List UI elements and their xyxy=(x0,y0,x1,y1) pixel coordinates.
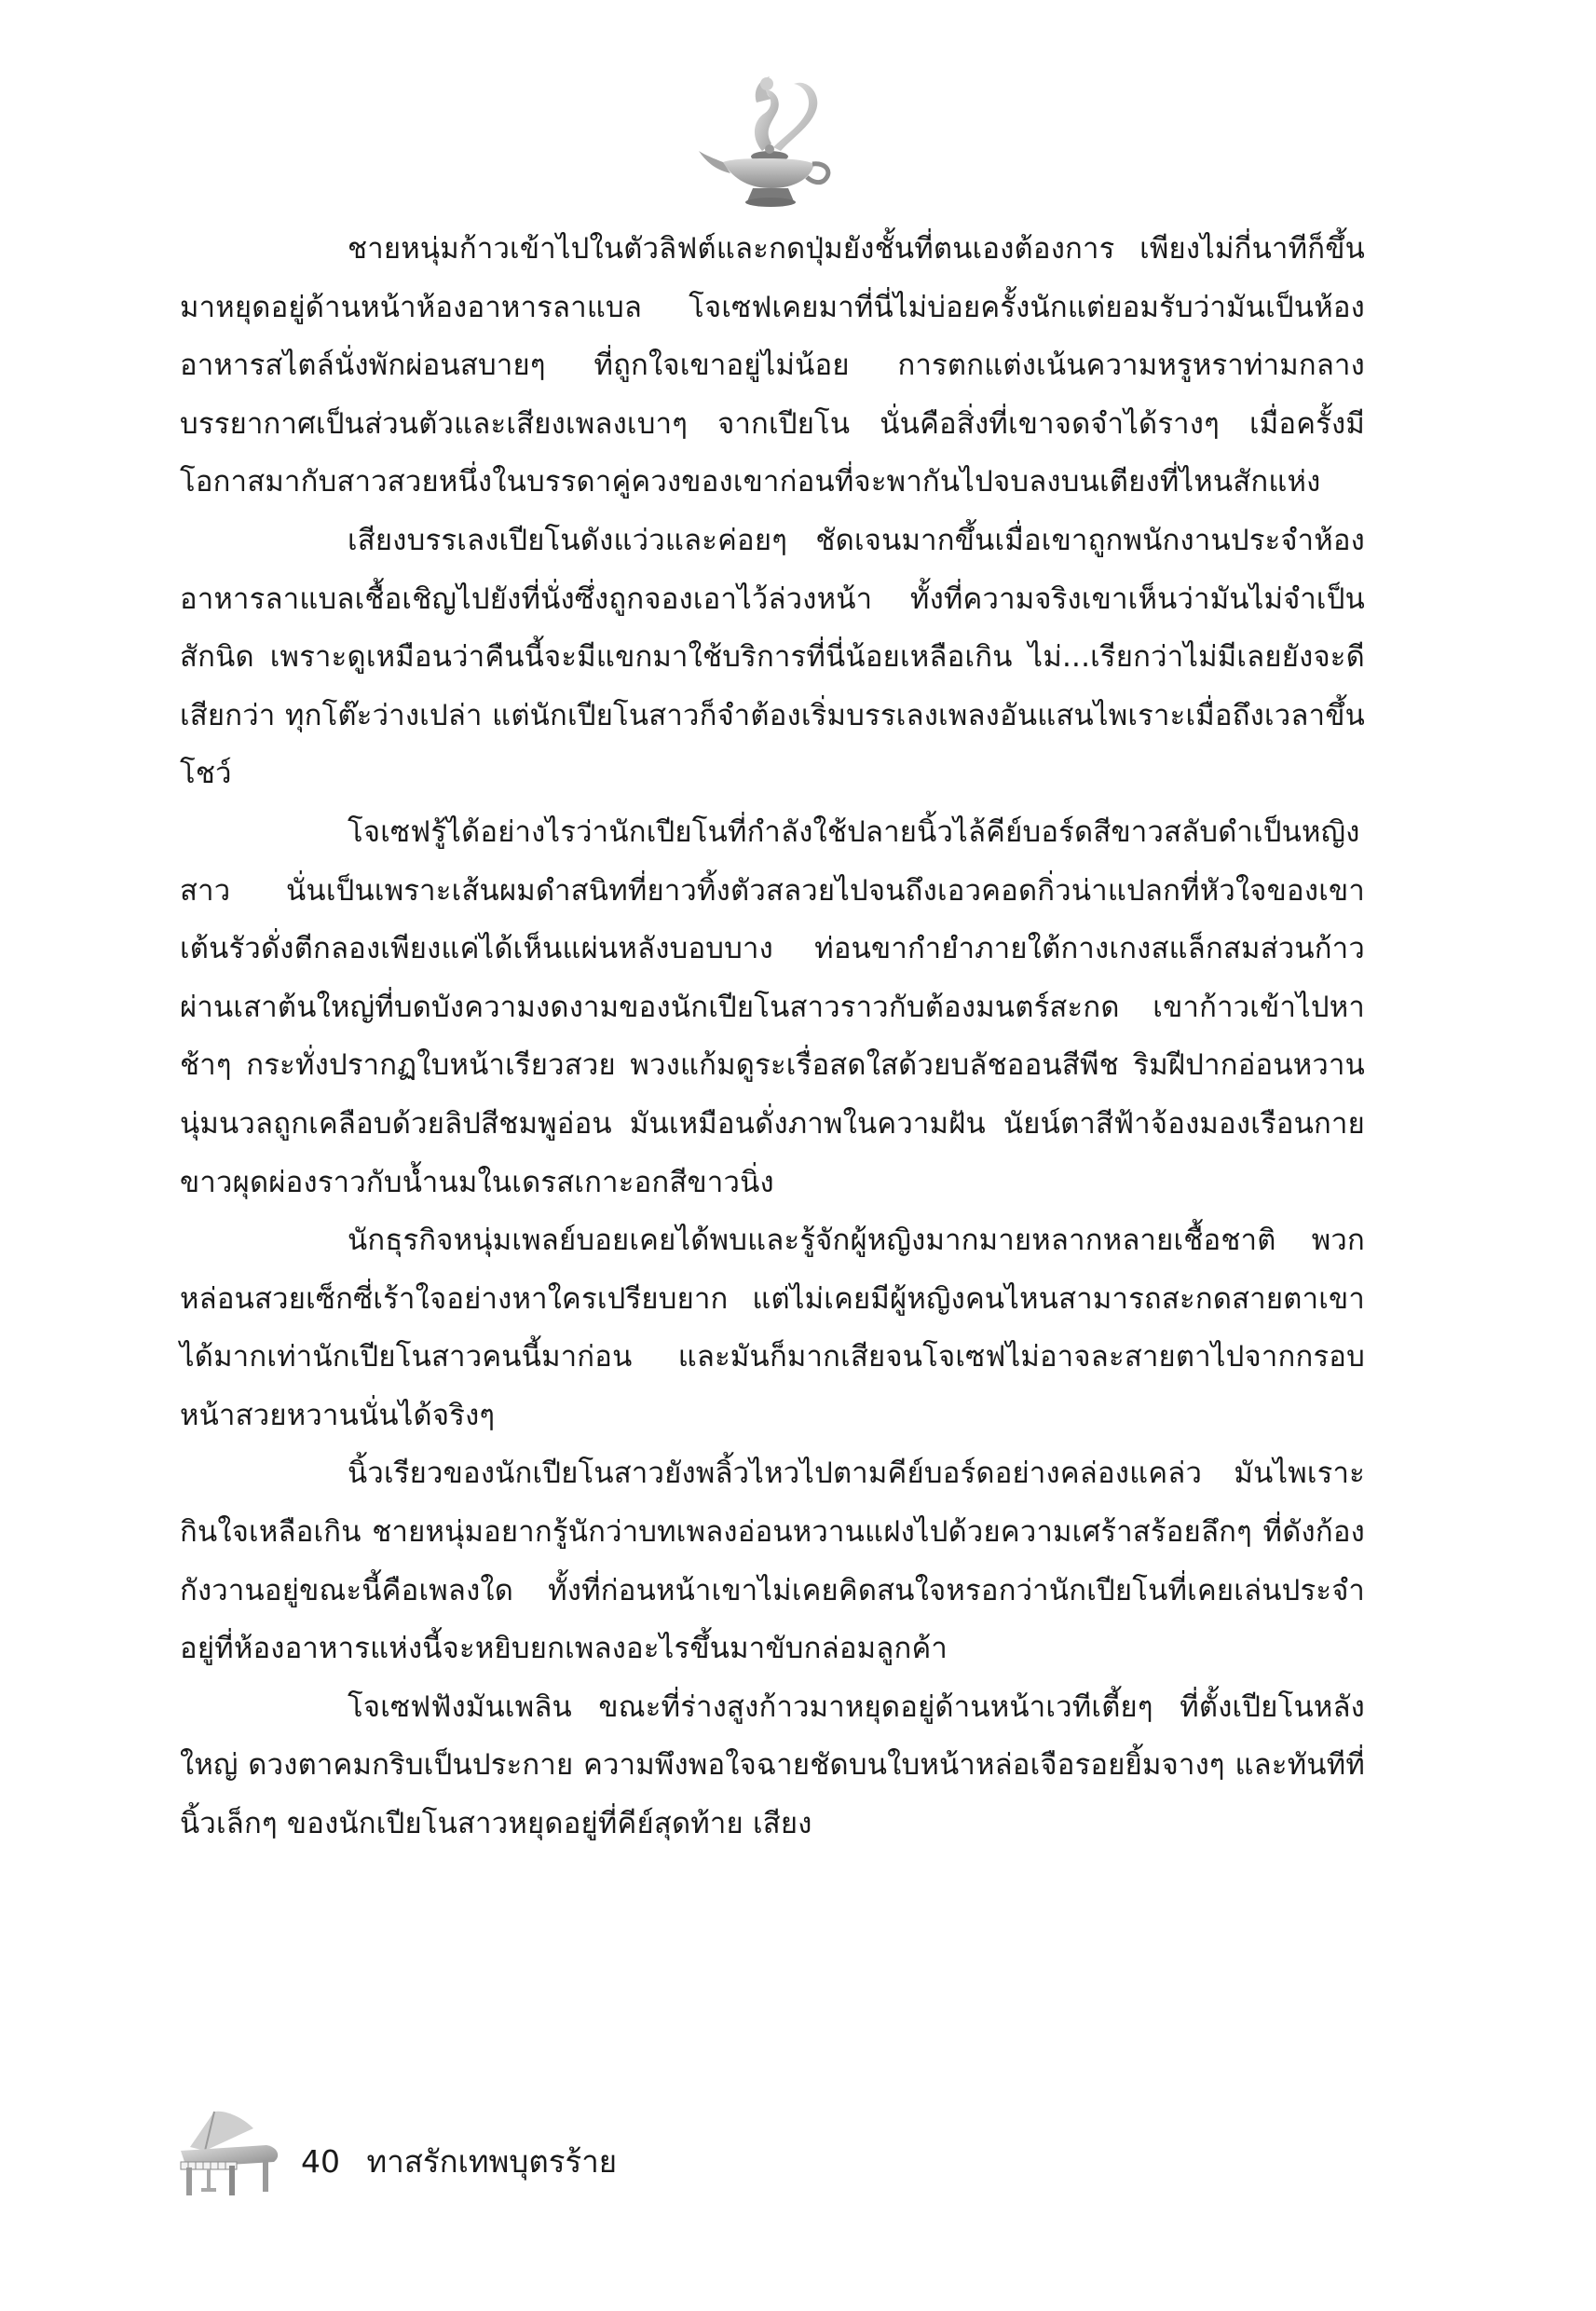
page-footer xyxy=(177,2108,829,2210)
grand-piano-icon xyxy=(177,2108,281,2201)
paragraph: นักธุรกิจหนุ่มเพลย์บอยเคยได้พบและรู้จักผู้หญิงมากมายหลากหลายเชื้อชาติ พวกหล่อนสวยเซ็กซี่เร้าใจอย่างหาใครเปรียบยาก แต่ไม่เคยมีผู้หญิงคนไหนสามารถสะกดสายตาเขาได้มากเท่านักเปียโนสาวคนนี้มาก่อน และมันก็มากเสียจนโจเซฟไม่อาจละสายตาไปจากกรอบหน้าสวยหวานนั่นได้จริงๆ xyxy=(180,1224,1365,1432)
paragraph: ชายหนุ่มก้าวเข้าไปในตัวลิฟต์และกดปุ่มยังชั้นที่ตนเองต้องการ เพียงไม่กี่นาทีก็ขึ้นมาหยุดอยู่ด้านหน้าห้องอาหารลาแบล โจเซฟเคยมาที่นี่ไม่บ่อยครั้งนักแต่ยอมรับว่ามันเป็นห้องอาหารสไตล์นั่งพักผ่อนสบายๆ ที่ถูกใจเขาอยู่ไม่น้อย การตกแต่งเน้นความหรูหราท่ามกลางบรรยากาศเป็นส่วนตัวและเสียงเพลงเบาๆ จากเปียโน นั่นคือสิ่งที่เขาจดจำได้รางๆ เมื่อครั้งมีโอกาสมากับสาวสวยหนึ่งในบรรดาคู่ควงของเขาก่อนที่จะพากันไปจบลงบนเตียงที่ไหนสักแห่ง xyxy=(180,232,1365,499)
body-text xyxy=(180,220,1365,1853)
genie-lamp-icon xyxy=(697,65,837,214)
paragraph: นิ้วเรียวของนักเปียโนสาวยังพลิ้วไหวไปตามคีย์บอร์ดอย่างคล่องแคล่ว มันไพเราะกินใจเหลือเกิน ชายหนุ่มอยากรู้นักว่าบทเพลงอ่อนหวานแฝงไปด้วยความเศร้าสร้อยลึกๆ ที่ดังก้องกังวานอยู่ขณะนี้คือเพลงใด ทั้งที่ก่อนหน้าเขาไม่เคยคิดสนใจหรอกว่านักเปียโนที่เคยเล่นประจำอยู่ที่ห้องอาหารแห่งนี้จะหยิบยกเพลงอะไรขึ้นมาขับกล่อมลูกค้า xyxy=(180,1456,1365,1666)
paragraph: โจเซฟรู้ได้อย่างไรว่านักเปียโนที่กำลังใช้ปลายนิ้วไล้คีย์บอร์ดสีขาวสลับดำเป็นหญิงสาว นั่นเป็นเพราะเส้นผมดำสนิทที่ยาวทิ้งตัวสลวยไปจนถึงเอวคอดกิ่วน่าแปลกที่หัวใจของเขาเต้นรัวดั่งตีกลองเพียงแค่ได้เห็นแผ่นหลังบอบบาง ท่อนขากำยำภายใต้กางเกงสแล็กสมส่วนก้าวผ่านเสาต้นใหญ่ที่บดบังความงดงามของนักเปียโนสาวราวกับต้องมนตร์สะกด เขาก้าวเข้าไปหาช้าๆ กระทั่งปรากฏใบหน้าเรียวสวย พวงแก้มดูระเรื่อสดใสด้วยบลัชออนสีพีช ริมฝีปากอ่อนหวานนุ่มนวลถูกเคลือบด้วยลิปสีชมพูอ่อน มันเหมือนดั่งภาพในความฝัน นัยน์ตาสีฟ้าจ้องมองเรือนกายขาวผุดผ่องราวกับน้ำนมในเดรสเกาะอกสีขาวนิ่ง xyxy=(180,814,1365,1199)
paragraph: โจเซฟฟังมันเพลิน ขณะที่ร่างสูงก้าวมาหยุดอยู่ด้านหน้าเวทีเตี้ยๆ ที่ตั้งเปียโนหลังใหญ่ ดวงตาคมกริบเป็นประกาย ความพึงพอใจฉายชัดบนใบหน้าหล่อเจือรอยยิ้มจางๆ และทันทีที่นิ้วเล็กๆ ของนักเปียโนสาวหยุดอยู่ที่คีย์สุดท้าย เสียง xyxy=(180,1689,1365,1841)
paragraph: เสียงบรรเลงเปียโนดังแว่วและค่อยๆ ชัดเจนมากขึ้นเมื่อเขาถูกพนักงานประจำห้องอาหารลาแบลเชื้อเชิญไปยังที่นั่งซึ่งถูกจองเอาไว้ล่วงหน้า ทั้งที่ความจริงเขาเห็นว่ามันไม่จำเป็นสักนิด เพราะดูเหมือนว่าคืนนี้จะมีแขกมาใช้บริการที่นี่น้อยเหลือเกิน ไม่...เรียกว่าไม่มีเลยยังจะดีเสียกว่า ทุกโต๊ะว่างเปล่า แต่นักเปียโนสาวก็จำต้องเริ่มบรรเลงเพลงอันแสนไพเราะเมื่อถึงเวลาขึ้นโชว์ xyxy=(180,523,1365,791)
book-title: ทาสรักเทพบุตรร้าย xyxy=(366,2143,618,2180)
page-number: 40 xyxy=(301,2143,340,2180)
footer-text xyxy=(301,2143,617,2181)
